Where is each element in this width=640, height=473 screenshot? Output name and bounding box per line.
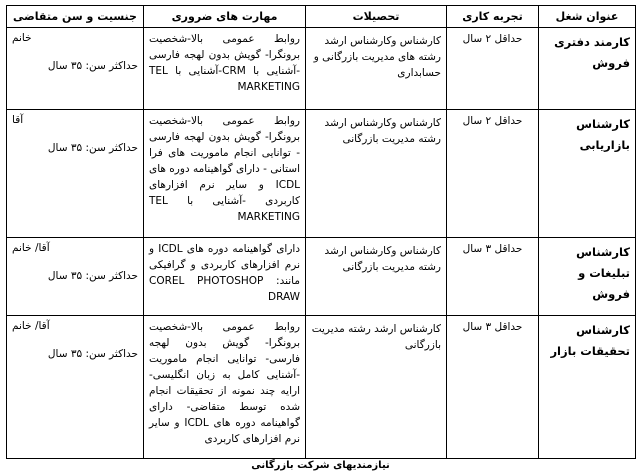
skills-english-term-2: TEL MARKETING xyxy=(149,195,300,223)
header-education: تحصیلات xyxy=(306,6,447,28)
gender-age-cell xyxy=(7,238,144,316)
skills-english-term: ICDL xyxy=(158,243,183,255)
skills-text: روابط عمومی بالا-شخصیت برونگرا- گویش بدون لهجه فارسی -آشنایی با xyxy=(149,33,300,77)
gender-value: خانم xyxy=(12,32,32,44)
max-age-value: حداکثر سن: ۳۵ سال xyxy=(47,142,138,154)
experience-cell: حداقل ۳ سال xyxy=(447,316,539,459)
job-title: کارشناس تحقیقات بازار xyxy=(539,316,636,459)
gender-age-cell xyxy=(7,28,144,110)
skills-text-continued: و سایر نرم افزارهای کاربردی xyxy=(149,417,300,445)
skills-text: دارای گواهینامه دوره های xyxy=(186,243,301,255)
skills-cell xyxy=(144,110,306,238)
max-age-value: حداکثر سن: ۳۵ سال xyxy=(47,270,138,282)
skills-english-term-2: TEL MARKETING xyxy=(149,65,300,93)
header-experience: تجربه کاری xyxy=(447,6,539,28)
header-row xyxy=(7,6,636,28)
skills-cell xyxy=(144,28,306,110)
max-age-value: حداکثر سن: ۳۵ سال xyxy=(47,348,138,360)
table-row xyxy=(7,110,636,238)
skills-text: روابط عمومی بالا-شخصیت برونگرا- گویش بدون لهجه فارسی - توانایی انجام ماموریت های فرا استانی - دارای گواهینامه دوره های xyxy=(149,115,300,175)
gender-age-cell xyxy=(7,316,144,459)
max-age-value: حداکثر سن: ۳۵ سال xyxy=(47,60,138,72)
education-cell: کارشناس ارشد رشته مدیریت بازرگانی xyxy=(306,316,447,459)
job-title: کارشناس تبلیغات و فروش xyxy=(539,238,636,316)
skills-cell xyxy=(144,238,306,316)
skills-text: روابط عمومی بالا-شخصیت برونگرا- گویش بدون لهجه فارسی- توانایی انجام ماموریت -آشنایی کامل به زبان انگلیسی-ارایه چند نمونه از تحقیقات انجام شده توسط متقاضی- دارای گواهینامه دوره های xyxy=(149,321,300,429)
table-row xyxy=(7,28,636,110)
job-title: کارشناس بازاریابی xyxy=(539,110,636,238)
job-requirements-table xyxy=(6,5,636,459)
gender-value: آقا/ خانم xyxy=(12,242,50,254)
skills-english-term: ICDL xyxy=(275,179,301,191)
skills-english-term: CRM xyxy=(222,65,246,77)
experience-cell: حداقل ۳ سال xyxy=(447,238,539,316)
skills-text-continued: و سایر نرم افزارهای کاربردی -آشنایی با xyxy=(149,179,300,207)
education-cell: کارشناس وکارشناس ارشد رشته های مدیریت بازرگانی و حسابداری xyxy=(306,28,447,110)
education-cell: کارشناس وکارشناس ارشد رشته مدیریت بازرگانی xyxy=(306,238,447,316)
table-row xyxy=(7,238,636,316)
experience-cell: حداقل ۲ سال xyxy=(447,110,539,238)
table-row xyxy=(7,316,636,459)
experience-cell: حداقل ۲ سال xyxy=(447,28,539,110)
skills-english-term-2: COREL PHOTOSHOP DRAW xyxy=(149,275,300,303)
skills-cell xyxy=(144,316,306,459)
gender-value: آقا xyxy=(12,114,24,126)
gender-age-cell xyxy=(7,110,144,238)
skills-text-continued: -آشنایی با xyxy=(175,65,223,77)
header-gender-age: جنسیت و سن متقاضی xyxy=(7,6,144,28)
table-caption: نیازمندیهای شرکت بازرگانی xyxy=(251,460,390,471)
gender-value: آقا/ خانم xyxy=(12,320,50,332)
job-title: کارمند دفتری فروش xyxy=(539,28,636,110)
education-cell: کارشناس وکارشناس ارشد رشته مدیریت بازرگانی xyxy=(306,110,447,238)
skills-text-continued: و نرم افزارهای کاربردی و گرافیکی مانند: xyxy=(149,243,301,287)
header-skills: مهارت های ضروری xyxy=(144,6,306,28)
skills-english-term: ICDL xyxy=(184,417,209,429)
header-job-title: عنوان شغل xyxy=(539,6,636,28)
